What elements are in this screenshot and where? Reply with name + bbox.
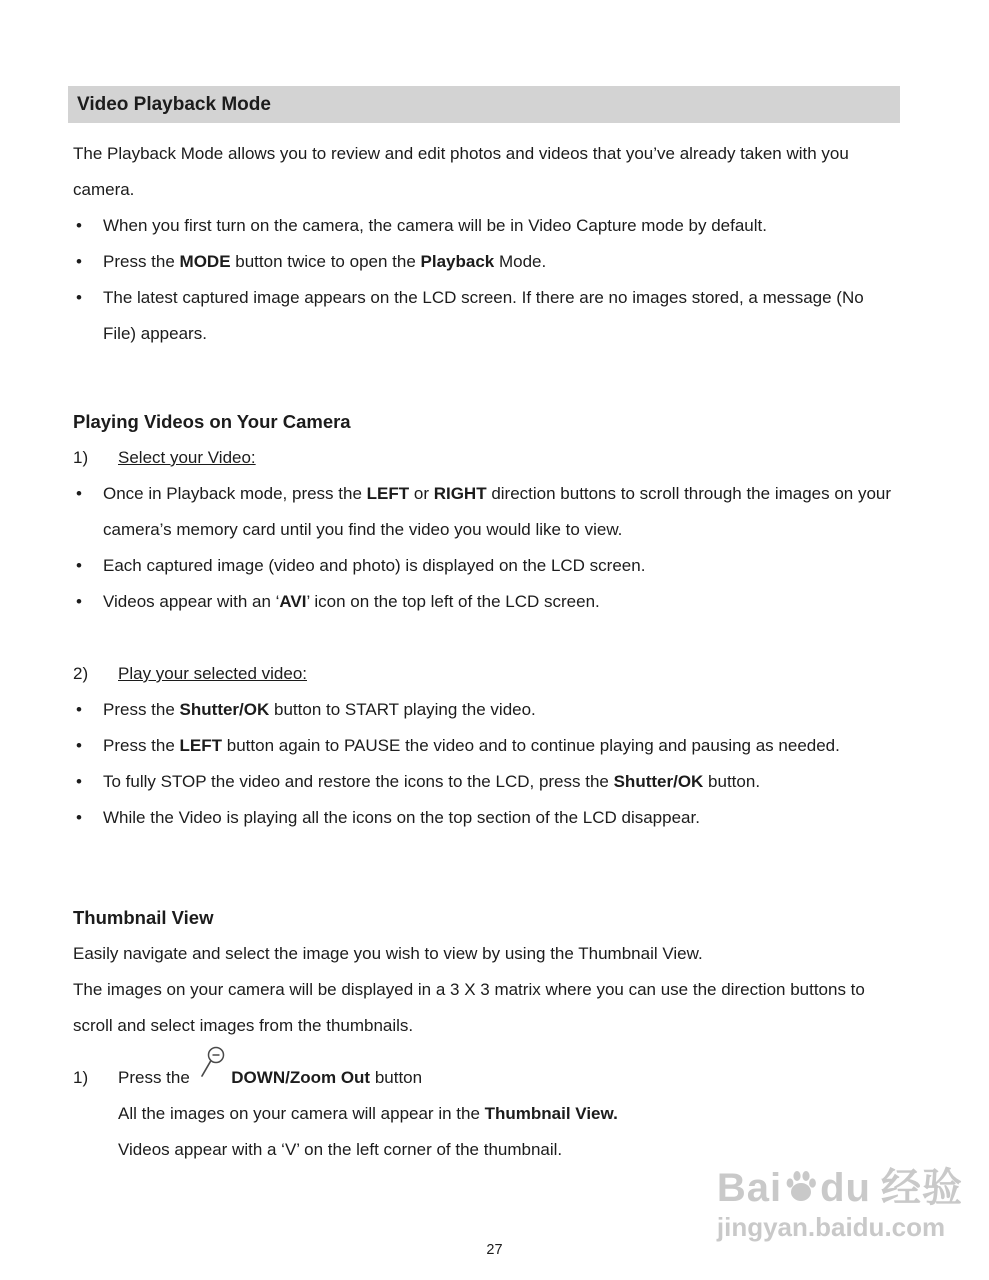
text-run: AVI <box>279 592 307 611</box>
section-title-bar <box>68 86 900 123</box>
watermark-brand-suffix: du <box>820 1166 871 1210</box>
text-run: Shutter/OK <box>179 700 270 719</box>
text-run: When you first turn on the camera, the camera will be in Video Capture mode by default. <box>103 216 767 235</box>
list-number: 1) <box>73 448 89 467</box>
text-run: While the Video is playing all the icons on the top section of the LCD disappear. <box>103 808 700 827</box>
bullet-marker: • <box>76 484 82 503</box>
page-number: 27 <box>486 1242 503 1258</box>
text-run: The Playback Mode allows you to review and edit photos and videos that you’ve already taken with you camera. <box>73 144 849 199</box>
text-run: To fully STOP the video and restore the icons to the LCD, press the <box>103 772 614 791</box>
bullet-item <box>68 584 900 620</box>
spacer <box>68 836 900 900</box>
text-run: Shutter/OK <box>613 772 704 791</box>
text-run: The latest captured image appears on the LCD screen. If there are no images stored, a message (No File) appears. <box>103 288 864 343</box>
bullet-item <box>68 208 900 244</box>
watermark-brand <box>717 1166 963 1210</box>
text-content <box>118 656 307 692</box>
text-run: Once in Playback mode, press the <box>103 484 367 503</box>
bullet-marker: • <box>76 808 82 827</box>
text-run: Videos appear with an ‘ <box>103 592 280 611</box>
text-run: Each captured image (video and photo) is displayed on the LCD screen. <box>103 556 646 575</box>
text-run: Press the <box>103 700 180 719</box>
text-run: direction buttons to scroll through the images on your camera’s memory card until you find the video you would like to view. <box>103 484 892 539</box>
text-run: Thumbnail View. <box>484 1104 618 1123</box>
text-run: button twice to open the <box>230 252 421 271</box>
text-run: Mode. <box>494 252 547 271</box>
bullet-marker: • <box>76 700 82 719</box>
sub-item <box>68 1096 900 1132</box>
intro-paragraph <box>68 136 900 208</box>
section-heading-thumbnail-view <box>68 900 900 936</box>
text-content <box>103 548 645 584</box>
text-content <box>73 980 865 1035</box>
numbered-step <box>68 440 900 476</box>
text-run: Play your selected video: <box>118 664 307 683</box>
text-run: Videos appear with a ‘V’ on the left corner of the thumbnail. <box>118 1140 563 1159</box>
paragraph <box>68 972 900 1044</box>
text-content <box>103 692 536 728</box>
list-number: 2) <box>73 664 89 683</box>
paw-logo-icon <box>784 1168 818 1204</box>
text-content <box>103 280 900 352</box>
text-run: LEFT <box>366 484 410 503</box>
text-content <box>103 800 700 836</box>
text-content <box>103 244 546 280</box>
text-run: All the images on your camera will appear in the <box>118 1104 485 1123</box>
bullet-item <box>68 764 900 800</box>
bullet-item <box>68 692 900 728</box>
bullet-item <box>68 548 900 584</box>
text-run: Thumbnail View <box>73 907 214 928</box>
text-run: RIGHT <box>433 484 487 503</box>
text-run: DOWN/Zoom Out <box>231 1068 371 1087</box>
bullet-marker: • <box>76 288 82 307</box>
bullet-marker: • <box>76 252 82 271</box>
text-run: The images on your camera will be displayed in a 3 X 3 matrix where you can use the direction buttons to scroll and select images from the thumbnails. <box>73 980 865 1035</box>
bullet-marker: • <box>76 216 82 235</box>
text-run: button again to PAUSE the video and to continue playing and pausing as needed. <box>222 736 840 755</box>
numbered-step-zoom-out <box>68 1060 900 1096</box>
bullet-item <box>68 476 900 548</box>
text-content <box>118 1104 618 1123</box>
text-run: Video Playback Mode <box>77 94 271 115</box>
text-content <box>103 728 840 764</box>
text-run: Select your Video: <box>118 448 256 467</box>
bullet-item <box>68 244 900 280</box>
spacer <box>68 352 900 404</box>
text-run: Playback <box>420 252 495 271</box>
bullet-marker: • <box>76 772 82 791</box>
bullet-item <box>68 280 900 352</box>
text-content <box>103 764 760 800</box>
text-run: button. <box>703 772 761 791</box>
bullet-item <box>68 728 900 764</box>
text-run: button to START playing the video. <box>269 700 536 719</box>
document-content <box>68 86 900 1168</box>
list-number: 1) <box>73 1068 89 1087</box>
watermark-domain: jingyan.baidu.com <box>716 1212 946 1242</box>
baidu-watermark <box>717 1166 963 1242</box>
text-content <box>118 1140 562 1159</box>
text-run: Easily navigate and select the image you wish to view by using the Thumbnail View. <box>73 944 703 963</box>
bullet-marker: • <box>76 556 82 575</box>
text-run: MODE <box>179 252 231 271</box>
zoom-out-icon <box>195 1063 227 1083</box>
watermark-brand-prefix: Bai <box>716 1166 783 1210</box>
paragraph <box>68 936 900 972</box>
text-run: ’ icon on the top left of the LCD screen. <box>306 592 600 611</box>
text-content <box>73 907 213 928</box>
text-content <box>103 584 600 620</box>
text-content <box>73 144 849 199</box>
sub-item <box>68 1132 900 1168</box>
text-run: Press the <box>103 736 180 755</box>
text-content <box>118 1060 422 1096</box>
text-run: button <box>370 1068 423 1087</box>
text-run: Playing Videos on Your Camera <box>73 411 351 432</box>
text-content <box>103 476 900 548</box>
bullet-marker: • <box>76 736 82 755</box>
text-run: or <box>409 484 434 503</box>
text-content <box>77 94 271 115</box>
numbered-step <box>68 656 900 692</box>
text-content <box>103 208 767 244</box>
watermark-brand-chinese: 经验 <box>881 1166 963 1210</box>
text-run: LEFT <box>179 736 223 755</box>
bullet-marker: • <box>76 592 82 611</box>
bullet-item <box>68 800 900 836</box>
section-heading-playing-videos <box>68 404 900 440</box>
spacer <box>68 620 900 656</box>
text-run: Press the <box>118 1068 195 1087</box>
text-content <box>73 411 351 432</box>
text-content <box>73 944 703 963</box>
text-content <box>118 440 256 476</box>
text-run: Press the <box>103 252 180 271</box>
